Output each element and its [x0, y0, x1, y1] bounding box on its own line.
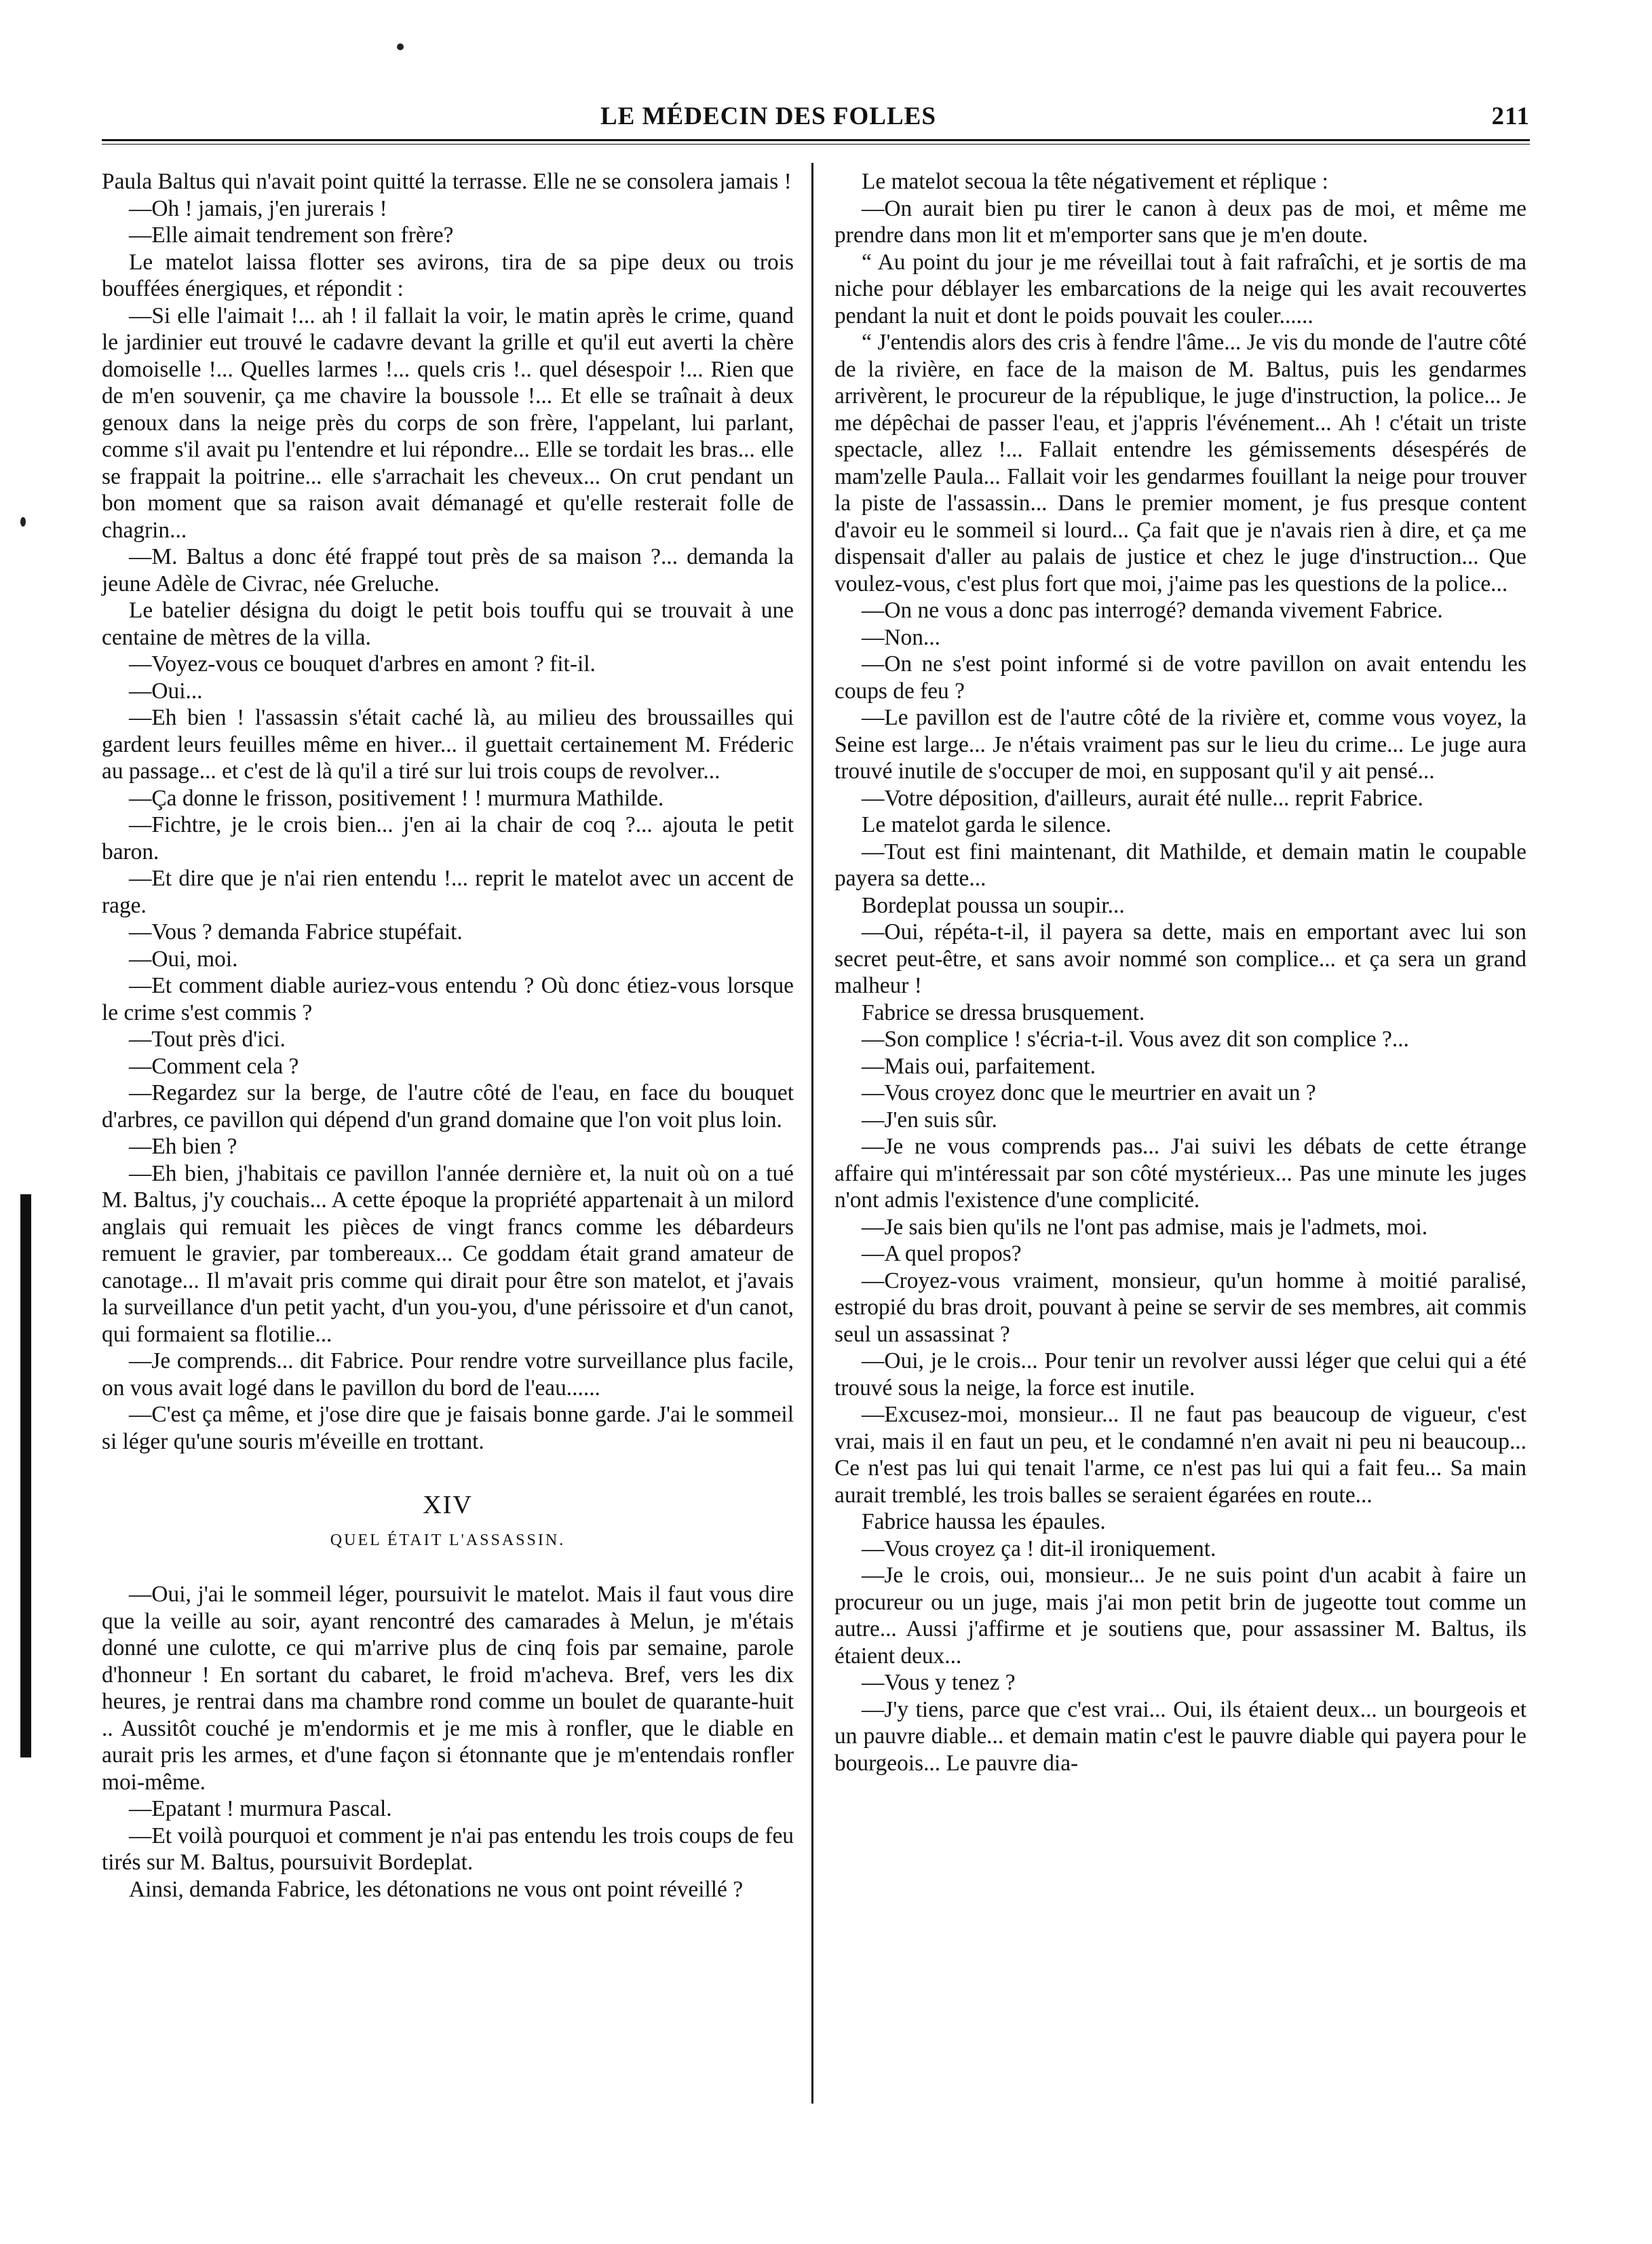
paragraph: —Regardez sur la berge, de l'autre côté de l'eau, en face du bouquet d'arbres, ce pavillon qui dépend d'un grand domaine que l'on voit plus loin. [102, 1080, 794, 1133]
chapter-title: QUEL ÉTAIT L'ASSASSIN. [330, 1531, 566, 1549]
page-number: 211 [1491, 102, 1530, 130]
paragraph: —A quel propos? [862, 1241, 1022, 1266]
paragraph: —Oui, j'ai le sommeil léger, poursuivit le matelot. Mais il faut vous dire que la veille au soir, ayant rencontré des camarades à Melun, je m'étais donné une culotte, ce qui m'arrive plus de cinq fois par semaine, parole d'honneur ! En sortant du cabaret, le froid m'acheva. Bref, vers les dix heures, je rentrai dans ma chambre rond comme un boulet de quarante-huit .. Aussitôt couché je m'endormis et je me mis à ronfler, que le diable en aurait pris les armes, et d'une façon si étonnante que je m'entendais ronfler moi-même. [102, 1582, 794, 1795]
paragraph: —Eh bien, j'habitais ce pavillon l'année dernière et, la nuit où on a tué M. Baltus, j'y couchais... A cette époque la propriété appartenait à un milord anglais qui remuait les pièces de vingt francs comme les débardeurs remuent le gravier, par tombereaux... Ce goddam était grand amateur de canotage... Il m'avait pris comme qui dirait pour être son matelot, et j'avais la surveillance d'un petit yacht, d'un you-you, d'une périssoire et d'un canot, qui formaient sa flotilie... [102, 1160, 794, 1347]
paragraph: —Le pavillon est de l'autre côté de la rivière et, comme vous voyez, la Seine est large... Je n'étais vraiment pas sur le lieu du crime... Le juge aura trouvé inutile de s'occuper de moi, en supposant qu'il y ait pensé... [834, 705, 1526, 784]
paragraph: —Je sais bien qu'ils ne l'ont pas admise, mais je l'admets, moi. [862, 1214, 1428, 1240]
paragraph: —Tout près d'ici. [129, 1027, 286, 1052]
paragraph: —Elle aimait tendrement son frère? [129, 223, 454, 248]
paragraph: —Oui... [129, 678, 203, 704]
paragraph: —Vous croyez donc que le meurtrier en avait un ? [862, 1080, 1316, 1105]
left-column [102, 168, 794, 1903]
paragraph: —On aurait bien pu tirer le canon à deux pas de moi, et même me prendre dans mon lit et m'emporter sans que je m'en doute. [834, 195, 1526, 248]
paragraph: “ J'entendis alors des cris à fendre l'âme... Je vis du monde de l'autre côté de la rivière, en face de la maison de M. Baltus, puis les gendarmes arrivèrent, le procureur de la république, le juge d'instruction, la police... Je me dépêchai de passer l'eau, et j'appris l'événement... Ah ! c'était un triste spectacle, allez !... Fallait entendre les gémissements désespérés de mam'zelle Paula... Fallait voir les gendarmes fouillant la neige pour trouver la piste de l'assassin... Dans le premier moment, je fus presque content d'avoir eu le sommeil si lourd... Ça fait que je n'avais rien à dire, et ça me dispensait d'aller au palais de justice et chez le juge d'instruction... Que voulez-vous, c'est plus fort que moi, j'aime pas les questions de la police... [834, 330, 1526, 596]
paragraph: —Je ne vous comprends pas... J'ai suivi les débats de cette étrange affaire qui m'intéressait par son côté mystérieux... Pas une minute les juges n'ont admis l'existence d'une complicité. [834, 1134, 1526, 1213]
scan-speck [397, 43, 404, 50]
running-title: LE MÉDECIN DES FOLLES [600, 102, 936, 130]
scan-speck [20, 517, 26, 527]
paragraph: —M. Baltus a donc été frappé tout près de sa maison ?... demanda la jeune Adèle de Civrac, née Greluche. [102, 544, 794, 596]
paragraph: —Je comprends... dit Fabrice. Pour rendre votre surveillance plus facile, on vous avait logé dans le pavillon du bord de l'eau...... [102, 1348, 794, 1401]
paragraph: —Fichtre, je le crois bien... j'en ai la chair de coq ?... ajouta le petit baron. [102, 812, 794, 864]
paragraph: —Eh bien ? [129, 1134, 237, 1159]
paragraph: Le matelot secoua la tête négativement et réplique : [862, 169, 1328, 194]
paragraph: Fabrice haussa les épaules. [862, 1509, 1106, 1534]
paragraph: Bordeplat poussa un soupir... [862, 892, 1125, 918]
paragraph: —Eh bien ! l'assassin s'était caché là, au milieu des broussailles qui gardent leurs feuilles même en hiver... il guettait certainement M. Fréderic au passage... et c'est de là qu'il a tiré sur lui trois coups de revolver... [102, 705, 794, 784]
paragraph: —Non... [862, 624, 940, 650]
paragraph: —Et dire que je n'ai rien entendu !... reprit le matelot avec un accent de rage. [102, 866, 794, 918]
paragraph: —J'y tiens, parce que c'est vrai... Oui, ils étaient deux... un bourgeois et un pauvre diable... et demain matin c'est le pauvre diable qui payera pour le bourgeois... Le pauvre dia- [834, 1696, 1526, 1776]
paragraph: —Oh ! jamais, j'en jurerais ! [129, 195, 387, 221]
chapter-number: XIV [423, 1491, 473, 1519]
scan-margin-bar [20, 1194, 31, 1757]
paragraph: Fabrice se dressa brusquement. [862, 1000, 1145, 1025]
paragraph: “ Au point du jour je me réveillai tout à fait rafraîchi, et je sortis de ma niche pour déblayer les embarcations de la neige qui les avait recouvertes pendant la nuit et dont le poids pouvait les couler...... [834, 249, 1526, 328]
paragraph: —Ça donne le frisson, positivement ! ! murmura Mathilde. [129, 785, 664, 811]
paragraph: —Vous y tenez ? [862, 1670, 1016, 1695]
header-rule-thin [102, 144, 1530, 145]
paragraph: —Croyez-vous vraiment, monsieur, qu'un homme à moitié paralisé, estropié du bras droit, pouvant à peine se servir de ses membres, ait commis seul un assassinat ? [834, 1268, 1526, 1347]
paragraph: —Son complice ! s'écria-t-il. Vous avez dit son complice ?... [862, 1027, 1409, 1052]
page-header [102, 96, 1530, 136]
paragraph: —Votre déposition, d'ailleurs, aurait été nulle... reprit Fabrice. [862, 785, 1423, 811]
paragraph: —Vous ? demanda Fabrice stupéfait. [129, 919, 463, 945]
paragraph: —Tout est fini maintenant, dit Mathilde, et demain matin le coupable payera sa dette... [834, 839, 1526, 891]
paragraph: —Oui, moi. [129, 946, 238, 972]
paragraph: —Voyez-vous ce bouquet d'arbres en amont ? fit-il. [129, 651, 596, 677]
paragraph: —On ne s'est point informé si de votre pavillon on avait entendu les coups de feu ? [834, 651, 1526, 704]
paragraph: —C'est ça même, et j'ose dire que je faisais bonne garde. J'ai le sommeil si léger qu'une souris m'éveille en trottant. [102, 1402, 794, 1454]
paragraph: —On ne vous a donc pas interrogé? demanda vivement Fabrice. [862, 598, 1443, 623]
paragraph: —Oui, répéta-t-il, il payera sa dette, mais en emportant avec lui son secret peut-être, et sans avoir nommé son complice... et ça sera un grand malheur ! [834, 919, 1526, 998]
paragraph: —Si elle l'aimait !... ah ! il fallait la voir, le matin après le crime, quand le jardinier eut trouvé le cadavre devant la grille et qu'il eut averti la chère domoiselle !... Quelles larmes !... quels cris !.. quel désespoir !... Rien que de m'en souvenir, ça me chavire la boussole !... Et elle se traînait à deux genoux dans la neige près du corps de son frère, l'appelant, lui parlant, comme s'il avait pu l'entendre et lui répondre... Elle se tordait les bras... elle se frappait la poitrine... elle s'arrachait les cheveux... On crut pendant un bon moment que sa raison avait démanagé et qu'elle resterait folle de chagrin... [102, 303, 794, 543]
paragraph: —Et voilà pourquoi et comment je n'ai pas entendu les trois coups de feu tirés sur M. Baltus, poursuivit Bordeplat. [102, 1823, 794, 1875]
paragraph: —Excusez-moi, monsieur... Il ne faut pas beaucoup de vigueur, c'est vrai, mais il en faut un peu, et le condamné n'en avait ni peu ni beaucoup... Ce n'est pas lui qui tenait l'arme, ce n'est pas lui qui a fait feu... Sa main aurait tremblé, les trois balles se seraient égarées en route... [834, 1402, 1526, 1508]
paragraph: —Comment cela ? [129, 1053, 299, 1079]
paragraph: —Oui, je le crois... Pour tenir un revolver aussi léger que celui qui a été trouvé sous la neige, la force est inutile. [834, 1348, 1526, 1401]
paragraph: Le batelier désigna du doigt le petit bois touffu qui se trouvait à une centaine de mètres de la villa. [102, 598, 794, 650]
paragraph: —Vous croyez ça ! dit-il ironiquement. [862, 1536, 1216, 1561]
paragraph: —Je le crois, oui, monsieur... Je ne suis point d'un acabit à faire un procureur ou un juge, mais j'ai mon petit brin de jugeotte tout comme un autre... Aussi j'affirme et je soutiens que, pour assassiner M. Baltus, ils étaient deux... [834, 1563, 1526, 1669]
column-divider [811, 163, 813, 2104]
paragraph: —Et comment diable auriez-vous entendu ? Où donc étiez-vous lorsque le crime s'est commis ? [102, 973, 794, 1025]
paragraph: Le matelot garda le silence. [862, 812, 1112, 837]
paragraph: —Mais oui, parfaitement. [862, 1053, 1096, 1079]
paragraph: —Epatant ! murmura Pascal. [129, 1796, 392, 1821]
paragraph: Paula Baltus qui n'avait point quitté la terrasse. Elle ne se consolera jamais ! [102, 169, 792, 194]
paragraph: —J'en suis sûr. [862, 1107, 997, 1133]
paragraph: Le matelot laissa flotter ses avirons, tira de sa pipe deux ou trois bouffées énergiques, et répondit : [102, 249, 794, 301]
header-rule [102, 139, 1530, 141]
right-column [834, 168, 1526, 1776]
paragraph: Ainsi, demanda Fabrice, les détonations ne vous ont point réveillé ? [129, 1876, 744, 1902]
